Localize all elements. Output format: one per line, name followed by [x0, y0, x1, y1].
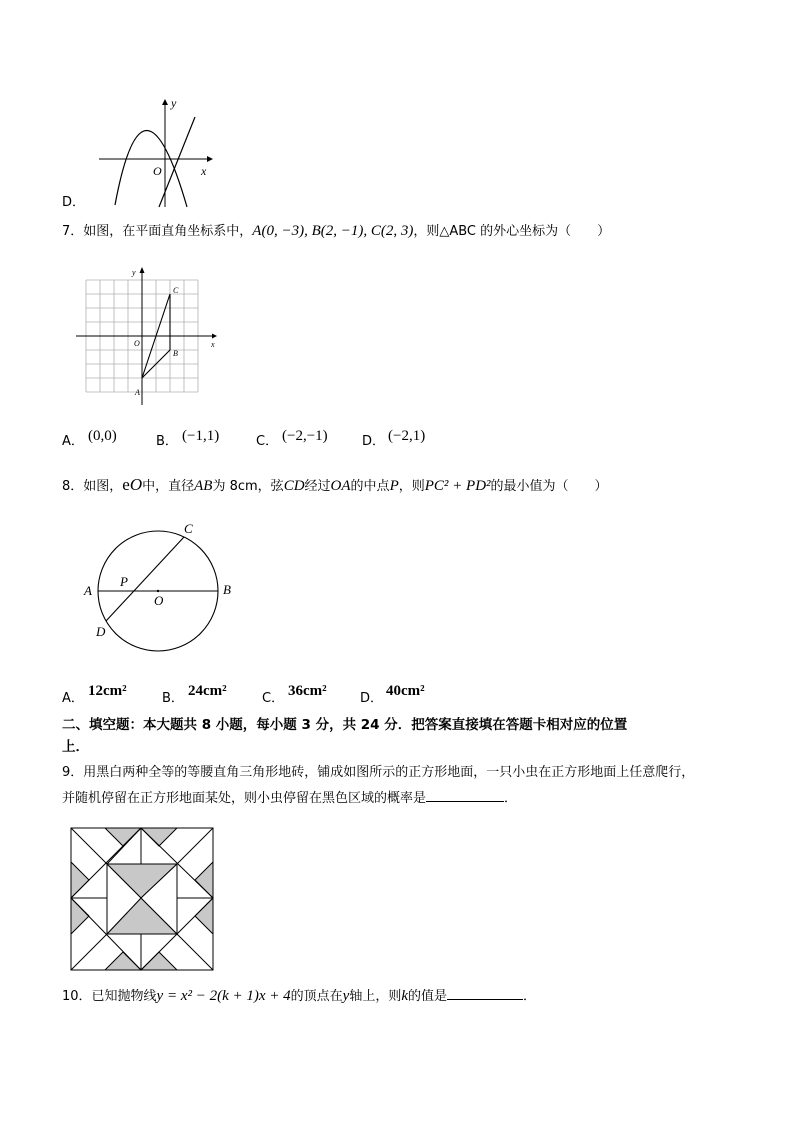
q8-option-d-label[interactable]: D．: [360, 691, 384, 706]
q7-option-d-label[interactable]: D．: [362, 434, 386, 449]
q7-graph-x-label: x: [211, 340, 215, 349]
q8-label-b: B: [223, 582, 231, 597]
q7-point-c-label: C: [173, 286, 179, 295]
q8-text-a: 如图，: [83, 479, 123, 494]
q9-answer-blank[interactable]: [426, 789, 504, 802]
q7-text-suffix: ，则△ABC 的外心坐标为（ ）: [413, 224, 611, 239]
q7-graph-y-label: y: [132, 268, 136, 277]
q8-option-c-label[interactable]: C．: [262, 691, 285, 706]
q7-coords: A(0, −3), B(2, −1), C(2, 3): [252, 223, 414, 239]
q8-question: [62, 476, 608, 496]
q9-line2: [62, 789, 517, 808]
q8-text-e: 的中点: [350, 479, 390, 494]
q7-point-a-label: A: [135, 388, 140, 397]
q9-line2-text: 并随机停留在正方形地面某处，则小虫停留在黑色区域的概率是: [62, 791, 427, 806]
q7-text-prefix: 如图，在平面直角坐标系中，: [83, 224, 253, 239]
q10-text-a: 10．已知抛物线: [62, 989, 157, 1004]
q9-tile-figure: [70, 827, 214, 971]
q8-circle-o: O: [129, 475, 143, 494]
q8-ab: AB: [194, 478, 213, 494]
q8-option-a-label[interactable]: A．: [62, 691, 84, 706]
q6-option-d-label[interactable]: D．: [62, 195, 86, 210]
q8-p: P: [389, 478, 399, 494]
q10-text-b: 的顶点在: [290, 989, 343, 1004]
q8-circle-figure: [78, 512, 243, 662]
q10-answer-blank[interactable]: [447, 987, 523, 1000]
q8-oa: OA: [330, 478, 351, 494]
q6-graph-y-label: y: [171, 96, 177, 110]
q10-expression: y = x² − 2(k + 1)x + 4: [156, 988, 291, 1004]
q9-line1: 9．用黑白两种全等的等腰直角三角形地砖，铺成如图所示的正方形地面，一只小虫在正方形地面上任意爬行，: [62, 765, 695, 780]
q10-text-c: 轴上，则: [349, 989, 402, 1004]
q10-end: ．: [523, 989, 537, 1004]
q8-circle-symbol: e: [122, 475, 130, 494]
q8-number: 8．: [62, 479, 84, 494]
q7-option-c-label[interactable]: C．: [256, 434, 279, 449]
q6-option-d-graph: [95, 95, 215, 210]
q8-text-c: 为 8cm，弦: [212, 479, 284, 494]
q7-coordinate-grid: [72, 265, 222, 410]
q8-text-d: 经过: [304, 479, 331, 494]
q7-option-c-value[interactable]: (−2,−1): [282, 428, 328, 444]
q8-label-c: C: [184, 521, 193, 536]
q6-graph-x-label: x: [201, 164, 207, 178]
q8-label-a: A: [84, 583, 92, 598]
q7-point-b-label: B: [173, 349, 178, 358]
q10-k: k: [401, 988, 409, 1004]
q7-option-a-label[interactable]: A．: [62, 434, 84, 449]
q10-y: y: [342, 988, 350, 1004]
q10-question: [62, 987, 536, 1006]
q7-option-d-value[interactable]: (−2,1): [388, 428, 426, 444]
q7-question: [62, 222, 610, 241]
q8-label-p: P: [120, 574, 128, 589]
q7-option-b-label[interactable]: B．: [156, 434, 178, 449]
section2-title-line2: 上．: [62, 739, 89, 755]
q8-option-a-value[interactable]: 12cm²: [88, 683, 127, 699]
q8-expression: PC² + PD²: [424, 478, 491, 494]
q8-option-b-value[interactable]: 24cm²: [188, 683, 227, 699]
q7-number: 7．: [62, 224, 84, 239]
q8-text-b: 中，直径: [142, 479, 195, 494]
q10-text-d: 的值是: [408, 989, 448, 1004]
q8-cd: CD: [283, 478, 305, 494]
section2-title-line1: 二、填空题：本大题共 8 小题，每小题 3 分，共 24 分．把答案直接填在答题卡相对应的位置: [62, 717, 628, 733]
q8-option-d-value[interactable]: 40cm²: [386, 683, 425, 699]
q8-text-f: ，则: [398, 479, 425, 494]
q7-option-b-value[interactable]: (−1,1): [182, 428, 220, 444]
q8-option-c-value[interactable]: 36cm²: [288, 683, 327, 699]
q7-option-a-value[interactable]: (0,0): [88, 428, 117, 444]
q8-label-o: O: [154, 593, 164, 608]
q8-option-b-label[interactable]: B．: [162, 691, 184, 706]
q8-text-g: 的最小值为（ ）: [490, 479, 608, 494]
q7-graph-origin-label: O: [134, 339, 140, 348]
q9-end: ．: [504, 791, 518, 806]
q8-label-d: D: [96, 624, 106, 639]
q6-graph-origin-label: O: [153, 164, 162, 178]
